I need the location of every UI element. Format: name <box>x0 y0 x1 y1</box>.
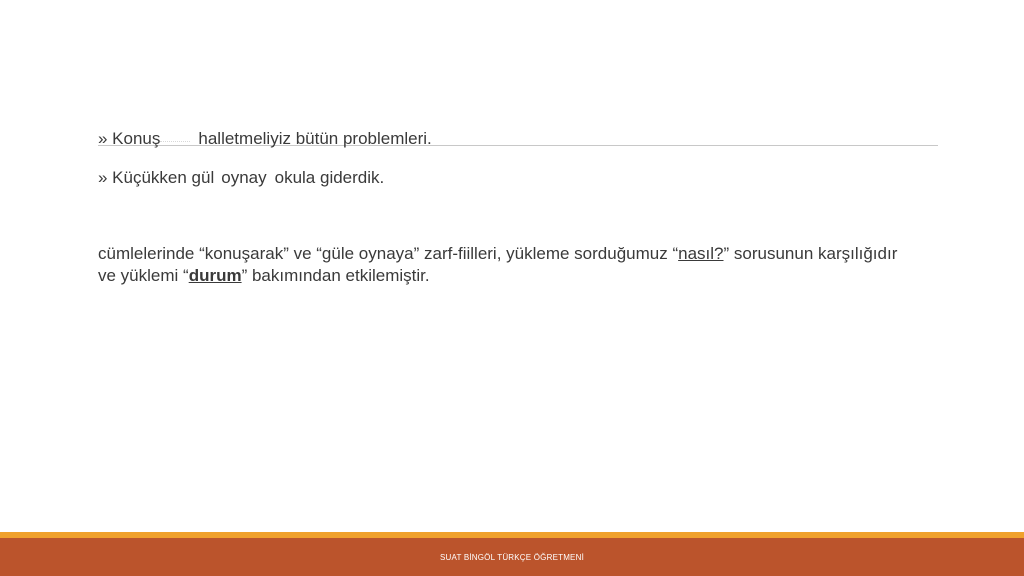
footer-text: SUAT BİNGÖL TÜRKÇE ÖĞRETMENİ <box>440 552 584 562</box>
highlight-nasil: nasıl? <box>678 244 724 263</box>
highlight-durum: durum <box>188 266 242 285</box>
blank-gap <box>160 129 198 149</box>
bullet-line-1 <box>98 129 432 149</box>
faint-mark <box>160 140 190 142</box>
footer-bar <box>0 538 1024 576</box>
paragraph-text-1: cümlelerinde “konuşarak” ve “güle oynaya” zarf-fiilleri, yükleme sorduğumuz “ <box>98 244 679 263</box>
bullet-1-suffix: halletmeliyiz bütün problemleri. <box>198 129 432 148</box>
paragraph-text-3: ” bakımından etkilemiştir. <box>241 266 430 285</box>
paragraph-text-2: ” sorusunun karşılığıdır ve yüklemi “ <box>98 244 898 285</box>
bullet-2-part3: okula giderdik. <box>274 168 385 187</box>
bullet-2-part1: » Küçükken gül <box>98 168 215 187</box>
bullet-line-2 <box>98 168 384 188</box>
bullet-1-prefix: » Konuş <box>98 129 161 148</box>
bullet-2-part2: oynay <box>221 168 267 187</box>
explanation-paragraph <box>98 243 918 287</box>
